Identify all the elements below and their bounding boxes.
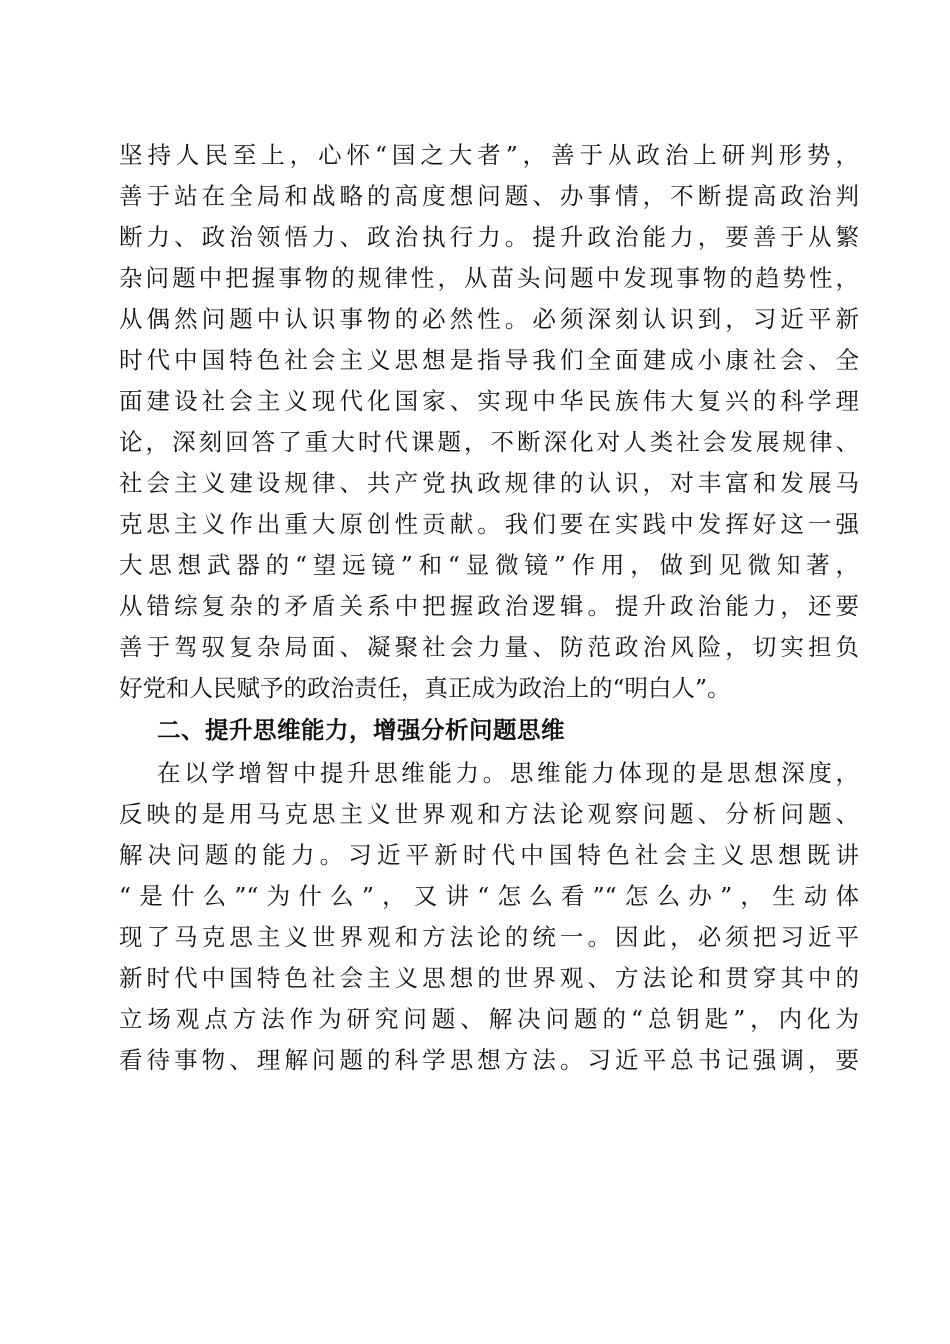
text-line: 社会主义建设规律、共产党执政规律的认识，对丰富和发展马: [119, 469, 859, 497]
text-line: 从错综复杂的矛盾关系中把握政治逻辑。提升政治能力，还要: [119, 592, 859, 620]
text-line: 好党和人民赋予的政治责任，真正成为政治上的“明白人”。: [119, 674, 731, 702]
text-line: 立场观点方法作为研究问题、解决问题的“总钥匙”，内化为: [119, 1005, 859, 1033]
section-heading: 二、提升思维能力，增强分析问题思维: [157, 716, 565, 744]
text-line: 大思想武器的“望远镜”和“显微镜”作用，做到见微知著，: [119, 551, 859, 579]
text-line: 克思主义作出重大原创性贡献。我们要在实践中发挥好这一强: [119, 510, 859, 538]
text-line: 现了马克思主义世界观和方法论的统一。因此，必须把习近平: [119, 923, 859, 951]
text-line: 在以学增智中提升思维能力。思维能力体现的是思想深度，: [157, 759, 859, 787]
text-line: 坚持人民至上，心怀“国之大者”，善于从政治上研判形势，: [119, 141, 859, 169]
text-line: 新时代中国特色社会主义思想的世界观、方法论和贯穿其中的: [119, 964, 859, 992]
text-line: 善于驾驭复杂局面、凝聚社会力量、防范政治风险，切实担负: [119, 633, 859, 661]
text-line: 面建设社会主义现代化国家、实现中华民族伟大复兴的科学理: [119, 387, 859, 415]
text-line: 反映的是用马克思主义世界观和方法论观察问题、分析问题、: [119, 800, 859, 828]
text-line: 从偶然问题中认识事物的必然性。必须深刻认识到，习近平新: [119, 305, 859, 333]
text-line: 断力、政治领悟力、政治执行力。提升政治能力，要善于从繁: [119, 223, 859, 251]
text-line: “是什么”“为什么”，又讲“怎么看”“怎么办”，生动体: [119, 882, 859, 910]
text-line: 解决问题的能力。习近平新时代中国特色社会主义思想既讲: [119, 841, 859, 869]
text-line: 论，深刻回答了重大时代课题，不断深化对人类社会发展规律、: [119, 428, 859, 456]
text-line: 善于站在全局和战略的高度想问题、办事情，不断提高政治判: [119, 182, 859, 210]
text-line: 看待事物、理解问题的科学思想方法。习近平总书记强调，要: [119, 1046, 859, 1074]
text-line: 杂问题中把握事物的规律性，从苗头问题中发现事物的趋势性，: [119, 264, 859, 292]
text-line: 时代中国特色社会主义思想是指导我们全面建成小康社会、全: [119, 346, 859, 374]
